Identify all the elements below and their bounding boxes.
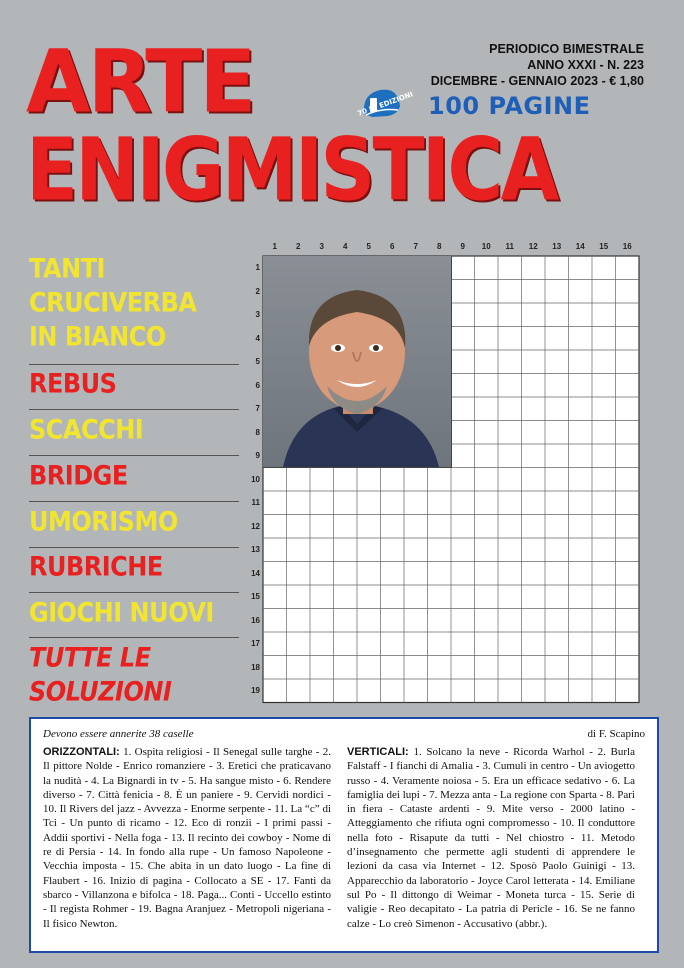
menu-divider <box>29 409 239 410</box>
grid-row-number: 7 <box>255 404 260 413</box>
grid-column-number: 8 <box>437 242 442 251</box>
menu-item-rebus: REBUS <box>29 367 117 400</box>
grid-row-number: 18 <box>251 662 260 672</box>
grid-row-number: 14 <box>251 568 260 578</box>
grid-column-number: 16 <box>622 242 632 251</box>
menu-item-cruciverba: CRUCIVERBA <box>29 286 197 319</box>
grid-column-number: 6 <box>390 242 395 251</box>
menu-item-umorismo: UMORISMO <box>29 505 178 538</box>
grid-row-number: 5 <box>255 357 260 366</box>
grid-row-number: 19 <box>251 686 260 695</box>
down-clues-text: 1. Solcano la neve - Ricorda Warhol - 2. Burla Falstaff - I fianchi di Amalia - 3. Cumuli in centro - Un aviogetto russo - 4. Veramente noiosa - 5. Era un efficace sedativo - 6. La famiglia dei lupi - 7. Mezza anta - La regione con Sparta - 8. Pari in fiera - Cataste ardenti - 9. Mite verso - 2000 latino - Atteggiamento che rifiuta ogni compromesso - 10. Il conduttore nella foto - Risapute da tutti - Nel chiostro - 11. Metodo d’insegnamento che permette agli studenti di apprendere le lezioni da casa via Internet - 12. Sposò Paolo Guinigi - 13. Apparecchio da laboratorio - Joyce Carol letterata - 14. Emiliane sul Po - Il dittongo di Weimar - Moneta turca - 15. Serie di valigie - Reo decapitato - La patria di Pericle - 16. Se ne fanno calze - Lo creò Simenon - Accusativo (abbr.). <box>347 746 635 930</box>
host-photo <box>263 256 452 468</box>
down-label: VERTICALI: <box>347 746 409 758</box>
menu-divider <box>29 364 239 365</box>
clues-box <box>29 717 659 953</box>
grid-row-number: 3 <box>255 310 260 319</box>
menu-item-tanti: TANTI <box>29 252 105 285</box>
grid-column-number: 4 <box>343 242 348 251</box>
grid-row-number: 9 <box>255 451 260 460</box>
grid-row-number: 8 <box>255 427 260 437</box>
grid-column-number: 9 <box>460 242 465 251</box>
logo-text: 70 DI EDIZIONI <box>356 90 415 118</box>
menu-divider <box>29 455 239 456</box>
menu-item-soluzioni: SOLUZIONI <box>29 675 172 708</box>
across-clues <box>43 745 331 931</box>
issue-date-price: DICEMBRE - GENNAIO 2023 - € 1,80 <box>430 74 644 88</box>
magazine-title-line2: ENIGMISTICA <box>26 120 557 221</box>
menu-item-scacchi: SCACCHI <box>29 413 144 446</box>
grid-row-number: 4 <box>255 333 260 343</box>
menu-divider <box>29 592 239 593</box>
menu-item-bridge: BRIDGE <box>29 459 128 492</box>
grid-column-number: 3 <box>319 242 324 251</box>
grid-row-number: 13 <box>251 545 260 554</box>
grid-row-number: 17 <box>251 639 260 648</box>
grid-row-number: 16 <box>251 615 260 625</box>
issue-number: ANNO XXXI - N. 223 <box>527 58 644 72</box>
magazine-title-line1: ARTE <box>26 32 254 133</box>
menu-item-giochi-nuovi: GIOCHI NUOVI <box>29 596 214 629</box>
puzzle-author: di F. Scapino <box>587 728 645 740</box>
periodicity: PERIODICO BIMESTRALE <box>489 42 644 56</box>
grid-row-number: 10 <box>251 474 260 484</box>
black-cells-note: Devono essere annerite 38 caselle <box>43 728 194 740</box>
grid-column-number: 1 <box>272 242 277 251</box>
grid-column-number: 13 <box>552 242 562 251</box>
grid-row-number: 15 <box>251 592 260 601</box>
menu-item-tutte-le: TUTTE LE <box>29 641 151 674</box>
menu-divider <box>29 637 239 638</box>
grid-column-number: 11 <box>505 242 514 251</box>
grid-column-number: 7 <box>413 242 418 251</box>
grid-column-number: 14 <box>575 242 585 251</box>
grid-row-number: 11 <box>251 498 260 507</box>
anniversary-logo <box>356 84 415 124</box>
menu-item-rubriche: RUBRICHE <box>29 550 163 583</box>
across-label: ORIZZONTALI: <box>43 746 120 758</box>
grid-row-number: 2 <box>255 286 260 296</box>
grid-column-number: 2 <box>296 242 301 251</box>
grid-row-number: 12 <box>251 521 260 531</box>
grid-column-number: 10 <box>481 242 491 251</box>
across-clues-text: 1. Ospita religiosi - Il Senegal sulle targhe - 2. Il pittore Nolde - Enrico romanziere - 3. Eretici che praticavano la nudità - 4. La Bignardi in tv - 5. Ha sangue misto - 6. Rendere diverso - 7. Città fenicia - 8. È un paniere - 9. Cervidi nordici - 10. Il Rivers del jazz - Avvezza - Enorme serpente - 11. La “c” di Tci - Un punto di ricamo - 12. Eco di ronzii - I primi passi - Addii sportivi - Nella foga - 13. Il recinto dei cowboy - Nome di re di Persia - 14. In fondo alla rupe - Un famoso Napoleone - Vecchia imposta - 15. Che abita in un dato luogo - La fine di Flaubert - 16. Inizio di pagina - Collocato a SE - 17. Fanti da sbarco - Villanzona e bifolca - 18. Paga... Conti - Uccello estinto - Il regista Rohmer - 19. Bagna Aranjuez - Metropoli nigeriana - Il fisico Newton. <box>43 746 332 930</box>
menu-divider <box>29 547 239 548</box>
down-clues <box>347 745 635 931</box>
grid-column-number: 12 <box>528 242 538 251</box>
grid-row-number: 1 <box>255 263 260 272</box>
grid-column-number: 15 <box>599 242 609 251</box>
page-count: 100 PAGINE <box>428 92 591 120</box>
menu-item-in-bianco: IN BIANCO <box>29 320 166 353</box>
grid-column-number: 5 <box>366 242 371 251</box>
menu-divider <box>29 501 239 502</box>
grid-row-number: 6 <box>255 380 260 390</box>
